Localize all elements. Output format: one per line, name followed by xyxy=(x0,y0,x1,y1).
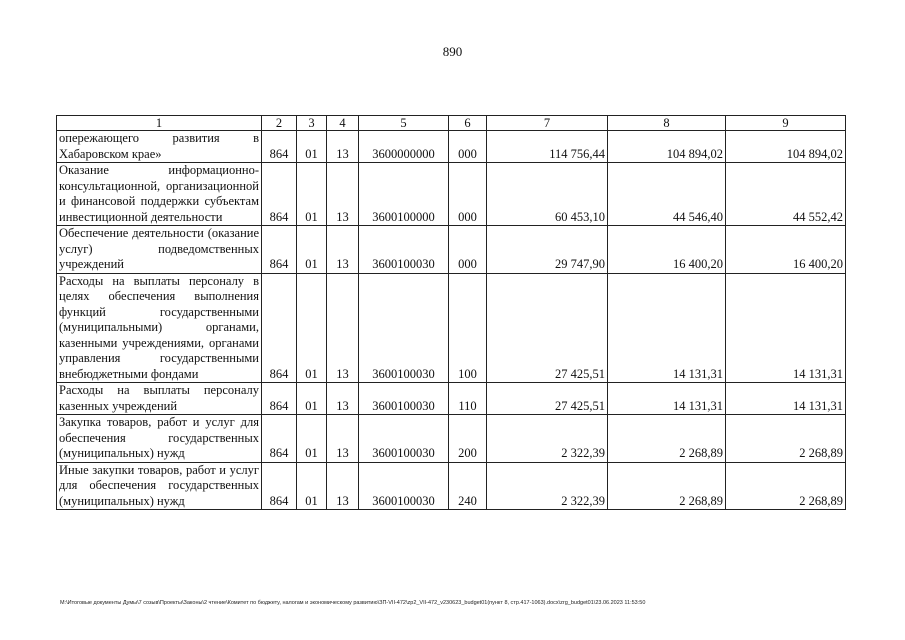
row-value-col9: 14 131,31 xyxy=(726,273,846,383)
row-name: Оказание информационно-консультационной, организационной и финансовой поддержки субъектам инвестиционной деятельности xyxy=(57,163,262,226)
row-code: 864 xyxy=(262,163,297,226)
row-name: Иные закупки товаров, работ и услуг для обеспечения государственных (муниципальных) нужд xyxy=(57,462,262,510)
row-section: 01 xyxy=(297,163,327,226)
row-value-col8: 2 268,89 xyxy=(608,415,726,463)
row-value-col9: 2 268,89 xyxy=(726,415,846,463)
row-subsection: 13 xyxy=(327,273,359,383)
header-cell: 2 xyxy=(262,116,297,131)
row-target: 3600000000 xyxy=(359,131,449,163)
document-path-footer: M:\Итоговые документы Думы\7 созыв\Проекты\Законы\2 чтение\Комитет по бюджету, налогам и экономическому развитию\ЗП-VII-472\zp2_VII-472_v230623_budget01(пункт 8, стр.417-1063).docx\zrg_budget01\23.06.2023 11:53:50 xyxy=(60,600,646,606)
row-section: 01 xyxy=(297,226,327,274)
row-code: 864 xyxy=(262,462,297,510)
row-code: 864 xyxy=(262,273,297,383)
row-target: 3600100030 xyxy=(359,273,449,383)
header-cell: 4 xyxy=(327,116,359,131)
row-subsection: 13 xyxy=(327,131,359,163)
row-expense-type: 000 xyxy=(449,131,487,163)
row-value-col9: 14 131,31 xyxy=(726,383,846,415)
row-code: 864 xyxy=(262,226,297,274)
table-row xyxy=(57,415,846,463)
header-cell: 5 xyxy=(359,116,449,131)
header-row xyxy=(57,116,846,131)
row-value-col9: 44 552,42 xyxy=(726,163,846,226)
header-cell: 8 xyxy=(608,116,726,131)
row-value-col7: 29 747,90 xyxy=(487,226,608,274)
row-subsection: 13 xyxy=(327,163,359,226)
row-expense-type: 200 xyxy=(449,415,487,463)
row-name: Закупка товаров, работ и услуг для обеспечения государственных (муниципальных) нужд xyxy=(57,415,262,463)
row-target: 3600100030 xyxy=(359,415,449,463)
table-row xyxy=(57,383,846,415)
row-value-col7: 27 425,51 xyxy=(487,273,608,383)
table-row xyxy=(57,131,846,163)
table-row xyxy=(57,226,846,274)
row-value-col8: 44 546,40 xyxy=(608,163,726,226)
header-cell: 9 xyxy=(726,116,846,131)
row-subsection: 13 xyxy=(327,226,359,274)
row-expense-type: 000 xyxy=(449,163,487,226)
row-value-col7: 27 425,51 xyxy=(487,383,608,415)
row-section: 01 xyxy=(297,131,327,163)
row-name: Расходы на выплаты персоналу казенных учреждений xyxy=(57,383,262,415)
budget-table xyxy=(56,115,846,510)
row-section: 01 xyxy=(297,383,327,415)
row-value-col7: 2 322,39 xyxy=(487,415,608,463)
table-row xyxy=(57,273,846,383)
row-code: 864 xyxy=(262,383,297,415)
row-expense-type: 110 xyxy=(449,383,487,415)
header-cell: 6 xyxy=(449,116,487,131)
row-value-col8: 104 894,02 xyxy=(608,131,726,163)
row-target: 3600100000 xyxy=(359,163,449,226)
row-expense-type: 000 xyxy=(449,226,487,274)
row-target: 3600100030 xyxy=(359,462,449,510)
table-row xyxy=(57,462,846,510)
row-value-col7: 114 756,44 xyxy=(487,131,608,163)
row-subsection: 13 xyxy=(327,462,359,510)
row-expense-type: 100 xyxy=(449,273,487,383)
row-name: опережающего развития в Хабаровском крае» xyxy=(57,131,262,163)
row-target: 3600100030 xyxy=(359,226,449,274)
page-number: 890 xyxy=(442,44,463,59)
table-row xyxy=(57,163,846,226)
row-expense-type: 240 xyxy=(449,462,487,510)
row-section: 01 xyxy=(297,273,327,383)
header-cell: 7 xyxy=(487,116,608,131)
row-section: 01 xyxy=(297,415,327,463)
row-value-col8: 14 131,31 xyxy=(608,383,726,415)
row-value-col9: 104 894,02 xyxy=(726,131,846,163)
header-cell: 3 xyxy=(297,116,327,131)
row-value-col7: 60 453,10 xyxy=(487,163,608,226)
row-value-col9: 2 268,89 xyxy=(726,462,846,510)
row-value-col8: 14 131,31 xyxy=(608,273,726,383)
row-subsection: 13 xyxy=(327,383,359,415)
row-value-col8: 2 268,89 xyxy=(608,462,726,510)
row-code: 864 xyxy=(262,415,297,463)
row-name: Расходы на выплаты персоналу в целях обеспечения выполнения функций государственными (муниципальными) органами, казенными учреждениями, органами управления государственными внебюджетными фондами xyxy=(57,273,262,383)
row-value-col9: 16 400,20 xyxy=(726,226,846,274)
row-value-col7: 2 322,39 xyxy=(487,462,608,510)
row-name: Обеспечение деятельности (оказание услуг) подведомственных учреждений xyxy=(57,226,262,274)
row-code: 864 xyxy=(262,131,297,163)
row-section: 01 xyxy=(297,462,327,510)
row-subsection: 13 xyxy=(327,415,359,463)
row-target: 3600100030 xyxy=(359,383,449,415)
row-value-col8: 16 400,20 xyxy=(608,226,726,274)
header-cell: 1 xyxy=(57,116,262,131)
